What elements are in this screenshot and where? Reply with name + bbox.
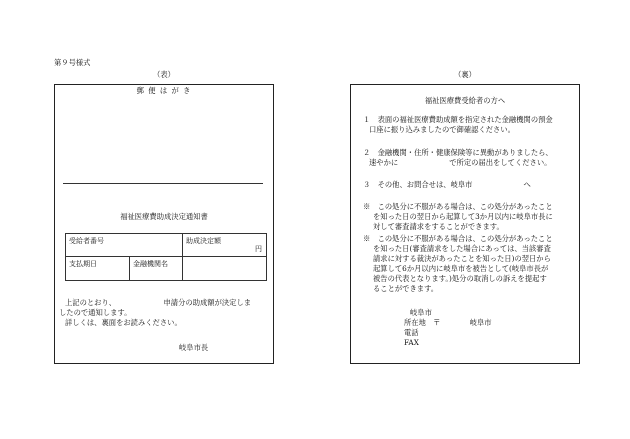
back-item3: ３ その他、お問合せは、岐阜市 へ (363, 180, 531, 189)
recipient-number-label: 受給者番号 (69, 237, 104, 245)
back-note2-line2: を知った日(審査請求をした場合にあっては、当該審査 (373, 244, 551, 253)
back-note2-line1: ※ この処分に不服がある場合は、この処分があったこと (363, 234, 553, 243)
bank-name-value-cell (183, 257, 267, 281)
back-item2-line2: 速やかに で所定の届出をしてください。 (369, 158, 552, 167)
contact-address-label: 所在地 〒 岐阜市 (404, 318, 492, 327)
notice-title: 福祉医療費助成決定通知書 (120, 212, 208, 221)
back-note1-line1: ※ この処分に不服がある場合は、この処分があったこと (363, 202, 553, 211)
back-note2-line5: 被告の代表となります。)処分の取消しの訴えを提起す (373, 274, 547, 283)
front-signature: 岐阜市長 (179, 343, 209, 352)
decided-amount-label: 助成決定額 (186, 237, 221, 245)
back-postcard-panel (350, 84, 580, 364)
postcard-heading: 郵 便 は が き (136, 86, 192, 95)
contact-fax-label: FAX (404, 338, 419, 347)
address-divider (63, 183, 263, 184)
back-item1-line1: １ 表面の福祉医療費助成額を指定された金融機関の預金 (363, 115, 553, 124)
back-heading: 福祉医療費受給者の方へ (424, 96, 506, 105)
back-note2-line6: ることができます。 (373, 284, 439, 293)
payment-date-label: 支払期日 (66, 257, 130, 280)
recipient-number-cell (66, 234, 183, 257)
back-item1-line2: 口座に振り込みましたので御確認ください。 (369, 125, 515, 134)
bank-name-label: 金融機関名 (133, 260, 168, 268)
contact-phone-label: 電話 (404, 328, 419, 337)
back-side-label: （裏） (454, 70, 476, 79)
decision-table (65, 233, 267, 281)
front-body-line1: 上記のとおり、 申請分の助成額が決定しま (65, 298, 252, 307)
back-note2-line3: 請求に対する裁決があったことを知った日)の翌日から (373, 254, 551, 263)
yen-unit: 円 (255, 245, 262, 253)
back-note2-line4: 起算して6か月以内に岐阜市を被告として(岐阜市長が (373, 264, 549, 273)
contact-city: 岐阜市 (410, 308, 432, 317)
payment-bank-cell (66, 257, 183, 281)
front-body-line3: 詳しくは、裏面をお読みください。 (65, 318, 182, 327)
front-postcard-panel (54, 84, 274, 364)
form-number: 第９号様式 (54, 58, 91, 67)
back-item2-line1: ２ 金融機関・住所・健康保険等に異動がありましたら、 (363, 148, 553, 157)
front-side-label: （表） (153, 70, 175, 79)
back-note1-line2: を知った日の翌日から起算して3か月以内に岐阜市長に (373, 212, 553, 221)
front-body-line2: したので通知します。 (59, 308, 132, 317)
back-note1-line3: 対して審査請求をすることができます。 (373, 222, 504, 231)
decided-amount-cell (183, 234, 267, 257)
